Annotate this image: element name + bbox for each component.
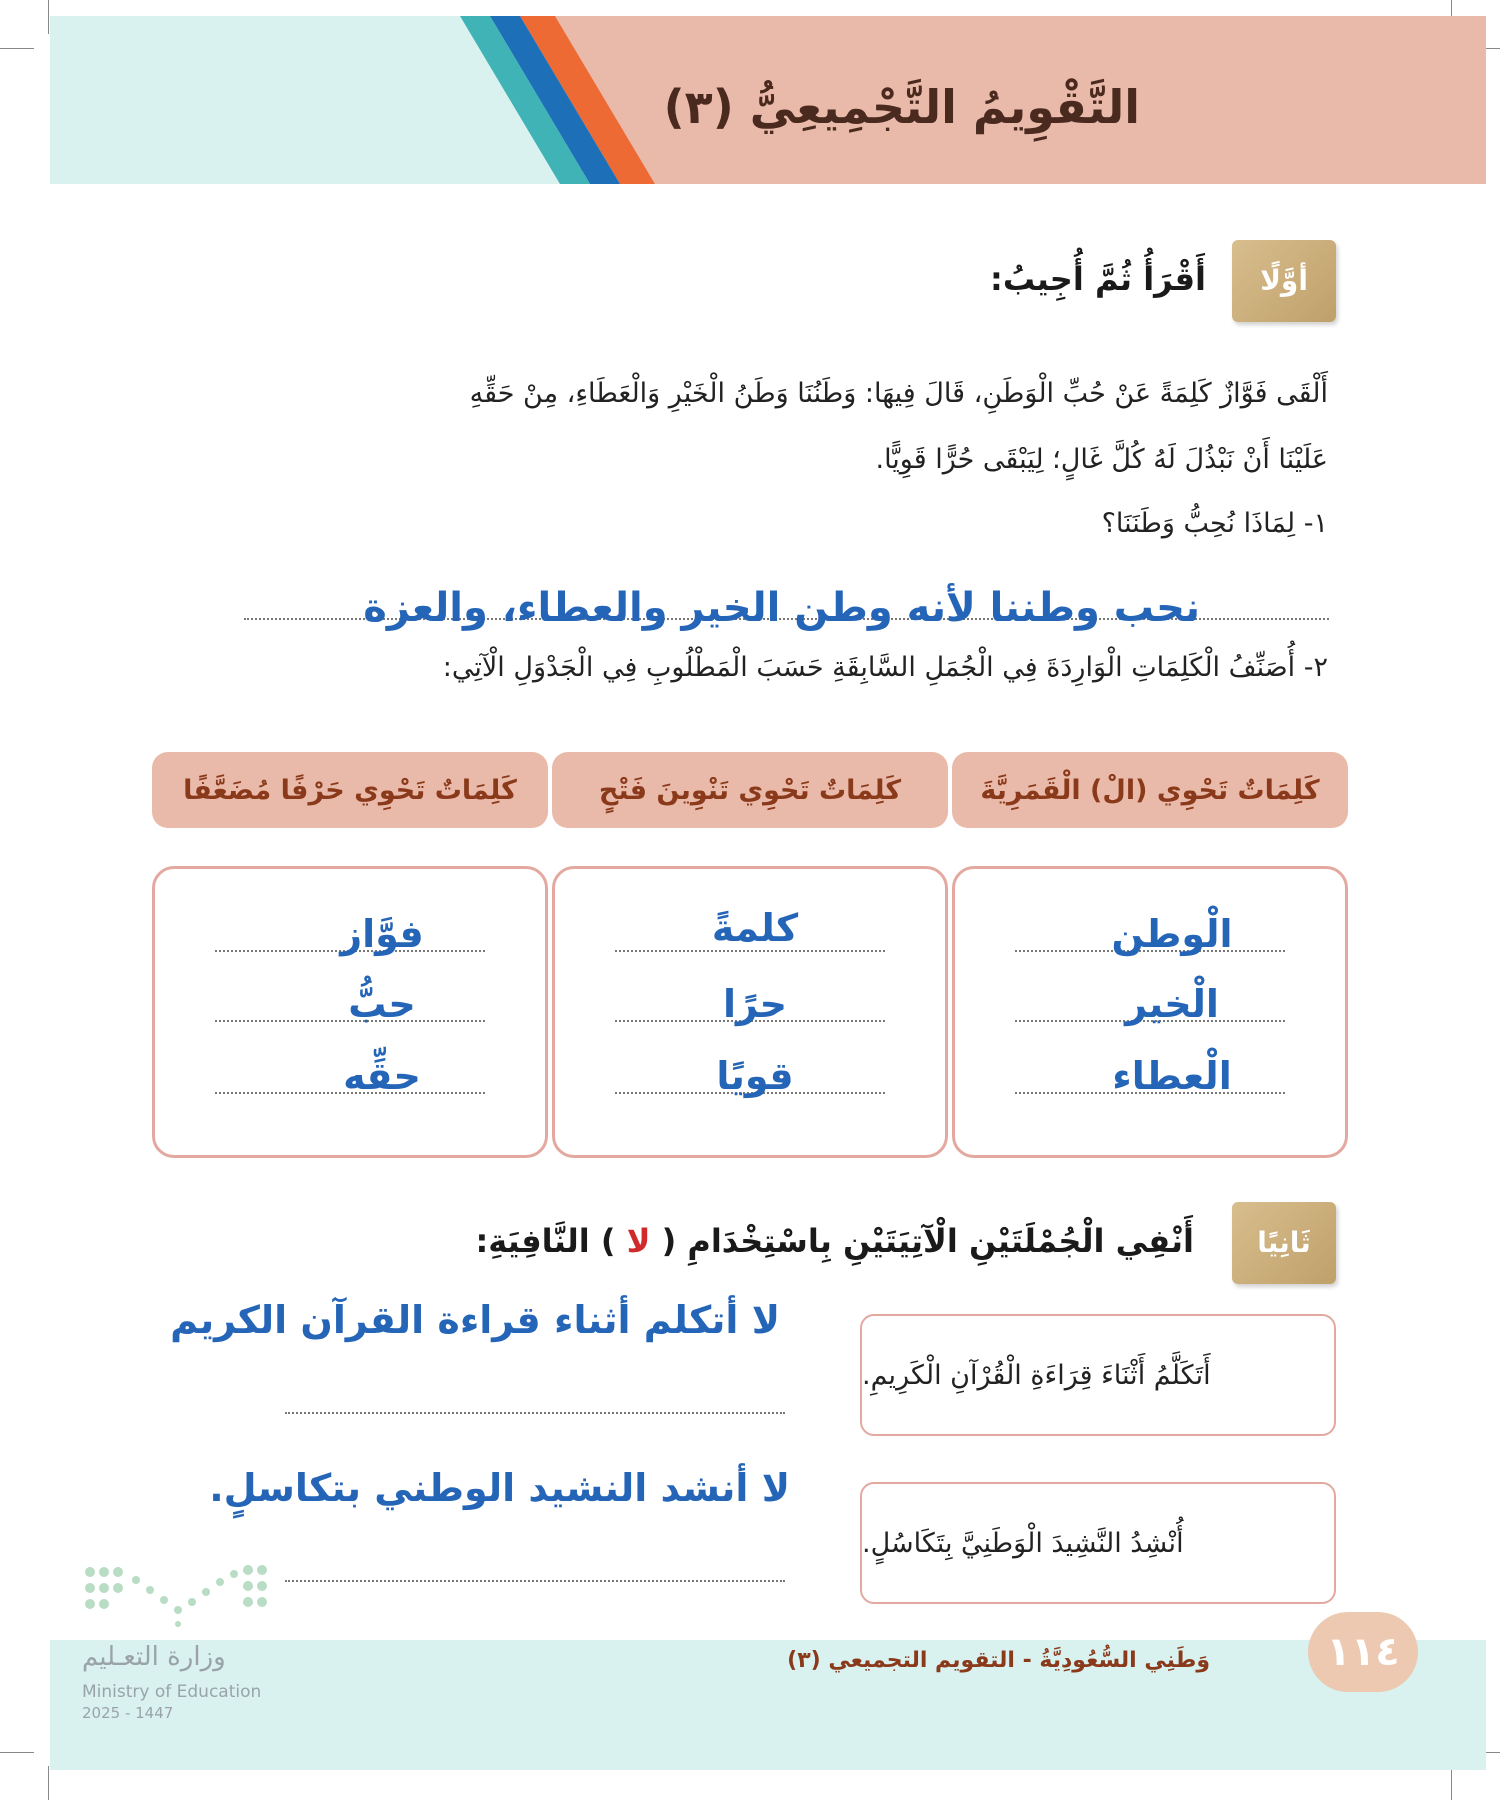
table-header-col-1: كَلِمَاتٌ تَحْوِي (الْ) الْقَمَرِيَّةَ [952,752,1348,828]
crop-mark [0,1752,34,1753]
answer-line-2 [285,1412,785,1414]
sentence-box-2 [860,1482,1336,1604]
word-shadda-1: فوَّاز [340,912,424,956]
crop-mark [48,0,49,34]
table-header-col-2: كَلِمَاتٌ تَحْوِي تَنْوِينَ فَتْحٍ [552,752,948,828]
word-shadda-2: حبُّ [348,982,416,1026]
ministry-logo-icon [80,1560,270,1630]
section2-title-part2: ) النَّافِيَةِ: [475,1222,616,1260]
word-tanwin-1: كلمةً [711,906,799,950]
section2-badge: ثَانِيًا [1232,1202,1336,1284]
crop-mark [48,1766,49,1800]
question-2: ٢- أُصَنِّفُ الْكَلِمَاتِ الْوَارِدَةَ فِي الْجُمَلِ السَّابِقَةِ حَسَبَ الْمَطْلُوبِ فِي الْجَدْوَلِ الْآتِي: [442,652,1328,683]
page-title: التَّقْوِيمُ التَّجْمِيعِيُّ (٣) [663,80,1140,134]
footer-caption: وَطَنِي السُّعُودِيَّةُ - التقويم التجميعي (٣) [787,1648,1210,1673]
section2-title-part1: أَنْفِي الْجُمْلَتَيْنِ الْآتِيَتَيْنِ بِاسْتِخْدَامِ ( [661,1222,1194,1260]
sentence-1: أَتَكَلَّمُ أَثْنَاءَ قِرَاءَةِ الْقُرْآنِ الْكَرِيمِ. [862,1359,1211,1391]
answer-negation-1: لا أتكلم أثناء قراءة القرآن الكريم [170,1298,780,1342]
negation-word: لا [626,1222,651,1260]
crop-mark [0,48,34,49]
footer-band [50,1640,1486,1770]
section2-title [475,1222,1194,1260]
word-tanwin-3: قويًا [716,1054,794,1098]
crop-mark [1451,1766,1452,1800]
ministry-year: 2025 - 1447 [82,1704,174,1722]
table-header-col-3: كَلِمَاتٌ تَحْوِي حَرْفًا مُضَعَّفًا [152,752,548,828]
question-1: ١- لِمَاذَا نُحِبُّ وَطَنَنَا؟ [1101,508,1328,539]
word-tanwin-2: حرًا [722,982,788,1026]
table-dotted-line [615,950,885,952]
word-qamari-1: الْوطن [1111,912,1233,956]
answer-line-3 [285,1580,785,1582]
answer-negation-2: لا أنشد النشيد الوطني بتكاسلٍ. [209,1466,790,1510]
section1-title: أَقْرَأُ ثُمَّ أُجِيبُ: [990,260,1206,298]
paragraph-line-1: أَلْقَى فَوَّازٌ كَلِمَةً عَنْ حُبِّ الْوَطَنِ، قَالَ فِيهَا: وَطَنُنَا وَطَنُ الْخَيْرِ وَالْعَطَاءِ، مِنْ حَقِّهِ [469,378,1328,409]
ministry-name-english: Ministry of Education [82,1682,262,1702]
word-qamari-2: الْخير [1125,982,1219,1026]
word-shadda-3: حقِّه [343,1054,421,1098]
ministry-name-arabic: وزارة التعـليم [82,1642,226,1672]
answer-1: نحب وطننا لأنه وطن الخير والعطاء، والعزة [363,585,1200,631]
sentence-box-1 [860,1314,1336,1436]
sentence-2: أُنْشِدُ النَّشِيدَ الْوَطَنِيَّ بِتَكَاسُلٍ. [862,1527,1184,1559]
word-qamari-3: الْعطاء [1112,1054,1232,1098]
section1-badge: أوَّلًا [1232,240,1336,322]
paragraph-line-2: عَلَيْنَا أَنْ نَبْذُلَ لَهُ كُلَّ غَالٍ؛ لِيَبْقَى حُرًّا قَوِيًّا. [875,444,1328,475]
page-number: ١١٤ [1308,1612,1418,1692]
